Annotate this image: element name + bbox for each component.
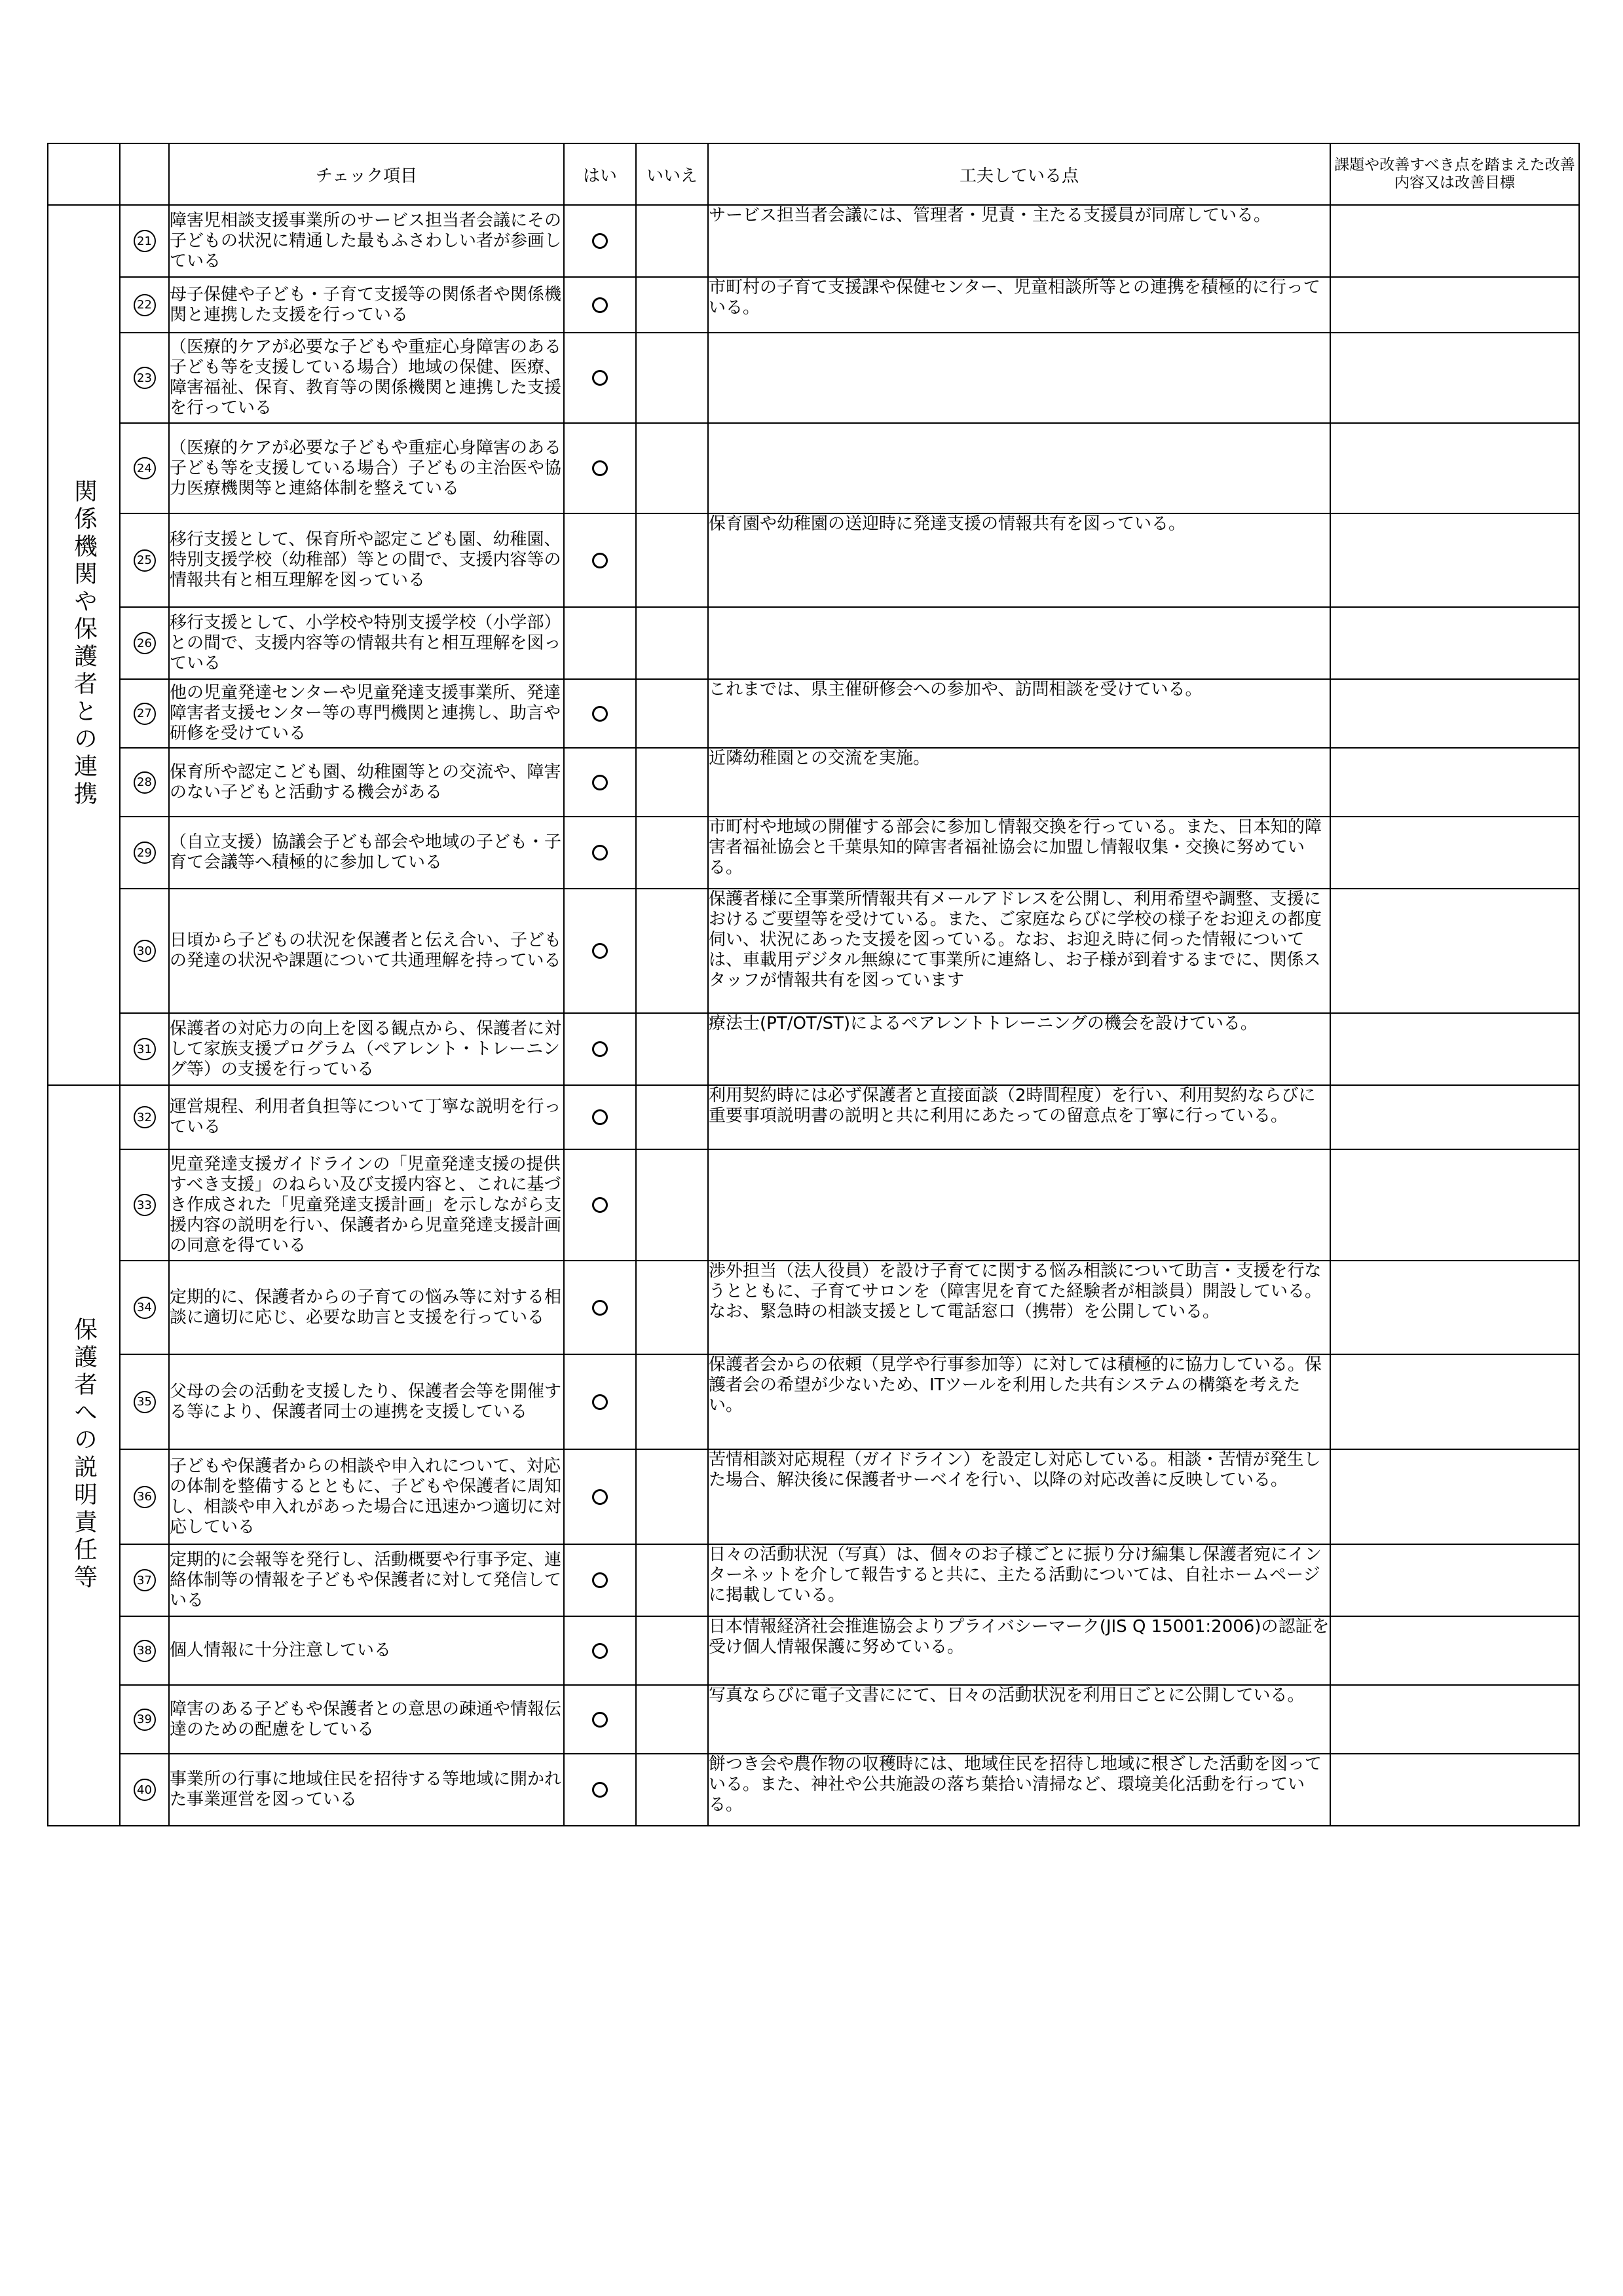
effort-text: 利用契約時には必ず保護者と直接面談（2時間程度）を行い、利用契約ならびに重要事項説明書の説明と共に利用にあたっての留意点を丁寧に行っている。 <box>708 1085 1330 1149</box>
no-cell <box>636 1354 708 1449</box>
yes-cell <box>564 817 636 889</box>
check-table <box>47 143 1580 1826</box>
improvement-cell <box>1330 1754 1579 1826</box>
yes-check-mark <box>592 1712 608 1728</box>
item-number <box>120 748 169 817</box>
no-cell <box>636 1685 708 1754</box>
yes-cell <box>564 607 636 679</box>
effort-text <box>708 1149 1330 1261</box>
effort-text: 苦情相談対応規程（ガイドライン）を設定し対応している。相談・苦情が発生した場合、解決後に保護者サーベイを行い、以降の対応改善に反映している。 <box>708 1449 1330 1544</box>
item-number <box>120 817 169 889</box>
item-number <box>120 1754 169 1826</box>
category-cell <box>48 205 120 1085</box>
no-cell <box>636 1544 708 1616</box>
improvement-cell <box>1330 1544 1579 1616</box>
category-label: 保護者への説明責任等 <box>70 1316 98 1592</box>
improvement-cell <box>1330 1685 1579 1754</box>
item-number <box>120 333 169 423</box>
yes-cell <box>564 679 636 748</box>
check-item-text: 父母の会の活動を支援したり、保護者会等を開催する等により、保護者同士の連携を支援している <box>169 1354 564 1449</box>
check-item-text: 他の児童発達センターや児童発達支援事業所、発達障害者支援センター等の専門機関と連携し、助言や研修を受けている <box>169 679 564 748</box>
no-cell <box>636 1616 708 1685</box>
effort-text: 渉外担当（法人役員）を設け子育てに関する悩み相談について助言・支援を行なうとともに、子育てサロンを（障害児を育てた経験者が相談員）開設している。なお、緊急時の相談支援として電話窓口（携帯）を公開している。 <box>708 1261 1330 1354</box>
check-item-text: 障害児相談支援事業所のサービス担当者会議にその子どもの状況に精通した最もふさわしい者が参画している <box>169 205 564 277</box>
yes-cell <box>564 333 636 423</box>
effort-text: 餅つき会や農作物の収穫時には、地域住民を招待し地域に根ざした活動を図っている。また、神社や公共施設の落ち葉拾い清掃など、環境美化活動を行っている。 <box>708 1754 1330 1826</box>
item-number <box>120 1685 169 1754</box>
table-row <box>48 679 1579 748</box>
header-row <box>48 143 1579 205</box>
no-cell <box>636 1085 708 1149</box>
no-cell <box>636 1449 708 1544</box>
effort-text: 市町村の子育て支援課や保健センター、児童相談所等との連携を積極的に行っている。 <box>708 277 1330 333</box>
check-item-text: （医療的ケアが必要な子どもや重症心身障害のある子ども等を支援している場合）子どもの主治医や協力医療機関等と連絡体制を整えている <box>169 423 564 513</box>
header-yes: はい <box>564 143 636 205</box>
yes-check-mark <box>592 1041 608 1057</box>
yes-cell <box>564 423 636 513</box>
yes-check-mark <box>592 845 608 861</box>
no-cell <box>636 1149 708 1261</box>
item-number-badge: 31 <box>134 1038 156 1060</box>
item-number <box>120 423 169 513</box>
table-row <box>48 1149 1579 1261</box>
item-number-badge: 33 <box>134 1194 156 1216</box>
item-number <box>120 1261 169 1354</box>
no-cell <box>636 277 708 333</box>
yes-cell <box>564 889 636 1013</box>
item-number-badge: 23 <box>134 367 156 389</box>
item-number-badge: 26 <box>134 632 156 654</box>
item-number-badge: 21 <box>134 230 156 252</box>
check-item-text: 事業所の行事に地域住民を招待する等地域に開かれた事業運営を図っている <box>169 1754 564 1826</box>
yes-check-mark <box>592 775 608 790</box>
table-row <box>48 1544 1579 1616</box>
table-row <box>48 817 1579 889</box>
check-item-text: 移行支援として、小学校や特別支援学校（小学部）との間で、支援内容等の情報共有と相互理解を図っている <box>169 607 564 679</box>
check-item-text: 移行支援として、保育所や認定こども園、幼稚園、特別支援学校（幼稚部）等との間で、支援内容等の情報共有と相互理解を図っている <box>169 513 564 607</box>
effort-text <box>708 423 1330 513</box>
item-number-badge: 30 <box>134 940 156 962</box>
yes-check-mark <box>592 297 608 313</box>
table-row <box>48 607 1579 679</box>
effort-text: これまでは、県主催研修会への参加や、訪問相談を受けている。 <box>708 679 1330 748</box>
yes-cell <box>564 1544 636 1616</box>
header-check-item: チェック項目 <box>169 143 564 205</box>
improvement-cell <box>1330 889 1579 1013</box>
yes-check-mark <box>592 1489 608 1505</box>
yes-check-mark <box>592 1197 608 1213</box>
effort-text: 写真ならびに電子文書ににて、日々の活動状況を利用日ごとに公開している。 <box>708 1685 1330 1754</box>
check-item-text: 児童発達支援ガイドラインの「児童発達支援の提供すべき支援」のねらい及び支援内容と、これに基づき作成された「児童発達支援計画」を示しながら支援内容の説明を行い、保護者から児童発達支援計画の同意を得ている <box>169 1149 564 1261</box>
check-item-text: 保護者の対応力の向上を図る観点から、保護者に対して家族支援プログラム（ペアレント・トレーニング等）の支援を行っている <box>169 1013 564 1085</box>
yes-check-mark <box>592 1643 608 1659</box>
yes-cell <box>564 205 636 277</box>
improvement-cell <box>1330 1354 1579 1449</box>
no-cell <box>636 1261 708 1354</box>
improvement-cell <box>1330 1616 1579 1685</box>
yes-cell <box>564 277 636 333</box>
item-number-badge: 24 <box>134 457 156 479</box>
improvement-cell <box>1330 1261 1579 1354</box>
yes-check-mark <box>592 1109 608 1125</box>
item-number <box>120 1449 169 1544</box>
no-cell <box>636 679 708 748</box>
check-item-text: 日頃から子どもの状況を保護者と伝え合い、子どもの発達の状況や課題について共通理解を持っている <box>169 889 564 1013</box>
item-number-badge: 27 <box>134 703 156 725</box>
improvement-cell <box>1330 277 1579 333</box>
header-number <box>120 143 169 205</box>
yes-check-mark <box>592 706 608 722</box>
table-row <box>48 1085 1579 1149</box>
yes-cell <box>564 1149 636 1261</box>
check-item-text: 母子保健や子ども・子育て支援等の関係者や関係機関と連携した支援を行っている <box>169 277 564 333</box>
yes-cell <box>564 748 636 817</box>
effort-text: 日々の活動状況（写真）は、個々のお子様ごとに振り分け編集し保護者宛にインターネットを介して報告すると共に、主たる活動については、自社ホームページに掲載している。 <box>708 1544 1330 1616</box>
improvement-cell <box>1330 205 1579 277</box>
item-number-badge: 37 <box>134 1569 156 1591</box>
item-number-badge: 35 <box>134 1391 156 1413</box>
improvement-cell <box>1330 1149 1579 1261</box>
table-row <box>48 513 1579 607</box>
item-number <box>120 1085 169 1149</box>
improvement-cell <box>1330 817 1579 889</box>
category-cell <box>48 1085 120 1826</box>
improvement-cell <box>1330 748 1579 817</box>
item-number <box>120 1354 169 1449</box>
yes-cell <box>564 1449 636 1544</box>
item-number-badge: 22 <box>134 294 156 316</box>
item-number <box>120 1544 169 1616</box>
check-item-text: 定期的に会報等を発行し、活動概要や行事予定、連絡体制等の情報を子どもや保護者に対して発信している <box>169 1544 564 1616</box>
yes-check-mark <box>592 553 608 568</box>
yes-cell <box>564 1013 636 1085</box>
header-effort: 工夫している点 <box>708 143 1330 205</box>
effort-text <box>708 607 1330 679</box>
effort-text: 保育園や幼稚園の送迎時に発達支援の情報共有を図っている。 <box>708 513 1330 607</box>
yes-cell <box>564 1685 636 1754</box>
no-cell <box>636 748 708 817</box>
improvement-cell <box>1330 679 1579 748</box>
table-row <box>48 1685 1579 1754</box>
category-label: 関係機関や保護者との連携 <box>70 479 98 809</box>
table-row <box>48 423 1579 513</box>
effort-text: サービス担当者会議には、管理者・児責・主たる支援員が同席している。 <box>708 205 1330 277</box>
yes-cell <box>564 1754 636 1826</box>
table-row <box>48 277 1579 333</box>
no-cell <box>636 423 708 513</box>
no-cell <box>636 607 708 679</box>
no-cell <box>636 205 708 277</box>
check-item-text: 子どもや保護者からの相談や申入れについて、対応の体制を整備するとともに、子どもや保護者に周知し、相談や申入れがあった場合に迅速かつ適切に対応している <box>169 1449 564 1544</box>
item-number <box>120 889 169 1013</box>
item-number-badge: 29 <box>134 842 156 864</box>
no-cell <box>636 817 708 889</box>
yes-check-mark <box>592 233 608 249</box>
table-row <box>48 1261 1579 1354</box>
item-number <box>120 513 169 607</box>
table-row <box>48 748 1579 817</box>
header-no: いいえ <box>636 143 708 205</box>
no-cell <box>636 333 708 423</box>
effort-text: 保護者様に全事業所情報共有メールアドレスを公開し、利用希望や調整、支援におけるご要望等を受けている。また、ご家庭ならびに学校の様子をお迎えの都度伺い、状況にあった支援を図っている。なお、お迎え時に伺った情報については、車載用デジタル無線にて事業所に連絡し、お子様が到着するまでに、関係スタッフが情報共有を図っています <box>708 889 1330 1013</box>
item-number <box>120 1149 169 1261</box>
yes-check-mark <box>592 370 608 386</box>
table-row <box>48 333 1579 423</box>
improvement-cell <box>1330 423 1579 513</box>
header-category <box>48 143 120 205</box>
check-item-text: （自立支援）協議会子ども部会や地域の子ども・子育て会議等へ積極的に参加している <box>169 817 564 889</box>
yes-cell <box>564 1616 636 1685</box>
yes-check-mark <box>592 1300 608 1316</box>
item-number-badge: 25 <box>134 549 156 572</box>
yes-check-mark <box>592 1394 608 1410</box>
check-item-text: 障害のある子どもや保護者との意思の疎通や情報伝達のための配慮をしている <box>169 1685 564 1754</box>
improvement-cell <box>1330 1013 1579 1085</box>
table-row <box>48 205 1579 277</box>
yes-check-mark <box>592 943 608 959</box>
improvement-cell <box>1330 333 1579 423</box>
item-number <box>120 205 169 277</box>
table-row <box>48 1754 1579 1826</box>
item-number-badge: 28 <box>134 771 156 794</box>
item-number-badge: 39 <box>134 1709 156 1731</box>
no-cell <box>636 513 708 607</box>
effort-text: 保護者会からの依頼（見学や行事参加等）に対しては積極的に協力している。保護者会の希望が少ないため、ITツールを利用した共有システムの構築を考えたい。 <box>708 1354 1330 1449</box>
item-number <box>120 607 169 679</box>
check-item-text: 定期的に、保護者からの子育ての悩み等に対する相談に適切に応じ、必要な助言と支援を行っている <box>169 1261 564 1354</box>
no-cell <box>636 889 708 1013</box>
yes-check-mark <box>592 1572 608 1588</box>
yes-check-mark <box>592 1782 608 1798</box>
table-row <box>48 1013 1579 1085</box>
improvement-cell <box>1330 1449 1579 1544</box>
item-number-badge: 40 <box>134 1779 156 1801</box>
check-item-text: 保育所や認定こども園、幼稚園等との交流や、障害のない子どもと活動する機会がある <box>169 748 564 817</box>
effort-text: 近隣幼稚園との交流を実施。 <box>708 748 1330 817</box>
yes-cell <box>564 513 636 607</box>
yes-cell <box>564 1261 636 1354</box>
no-cell <box>636 1013 708 1085</box>
yes-cell <box>564 1085 636 1149</box>
item-number-badge: 38 <box>134 1640 156 1662</box>
check-item-text: 運営規程、利用者負担等について丁寧な説明を行っている <box>169 1085 564 1149</box>
table-row <box>48 1354 1579 1449</box>
check-item-text: 個人情報に十分注意している <box>169 1616 564 1685</box>
effort-text: 日本情報経済社会推進協会よりプライバシーマーク(JIS Q 15001:2006)の認証を受け個人情報保護に努めている。 <box>708 1616 1330 1685</box>
yes-cell <box>564 1354 636 1449</box>
item-number-badge: 34 <box>134 1297 156 1319</box>
effort-text: 療法士(PT/OT/ST)によるペアレントトレーニングの機会を設けている。 <box>708 1013 1330 1085</box>
item-number <box>120 277 169 333</box>
improvement-cell <box>1330 1085 1579 1149</box>
improvement-cell <box>1330 607 1579 679</box>
improvement-cell <box>1330 513 1579 607</box>
table-row <box>48 889 1579 1013</box>
item-number-badge: 36 <box>134 1486 156 1508</box>
effort-text <box>708 333 1330 423</box>
table-row <box>48 1449 1579 1544</box>
header-improvement: 課題や改善すべき点を踏まえた改善内容又は改善目標 <box>1330 143 1579 205</box>
yes-check-mark <box>592 460 608 476</box>
item-number <box>120 1013 169 1085</box>
no-cell <box>636 1754 708 1826</box>
check-item-text: （医療的ケアが必要な子どもや重症心身障害のある子ども等を支援している場合）地域の保健、医療、障害福祉、保育、教育等の関係機関と連携した支援を行っている <box>169 333 564 423</box>
item-number <box>120 1616 169 1685</box>
item-number-badge: 32 <box>134 1106 156 1128</box>
effort-text: 市町村や地域の開催する部会に参加し情報交換を行っている。また、日本知的障害者福祉協会と千葉県知的障害者福祉協会に加盟し情報収集・交換に努めている。 <box>708 817 1330 889</box>
table-row <box>48 1616 1579 1685</box>
item-number <box>120 679 169 748</box>
